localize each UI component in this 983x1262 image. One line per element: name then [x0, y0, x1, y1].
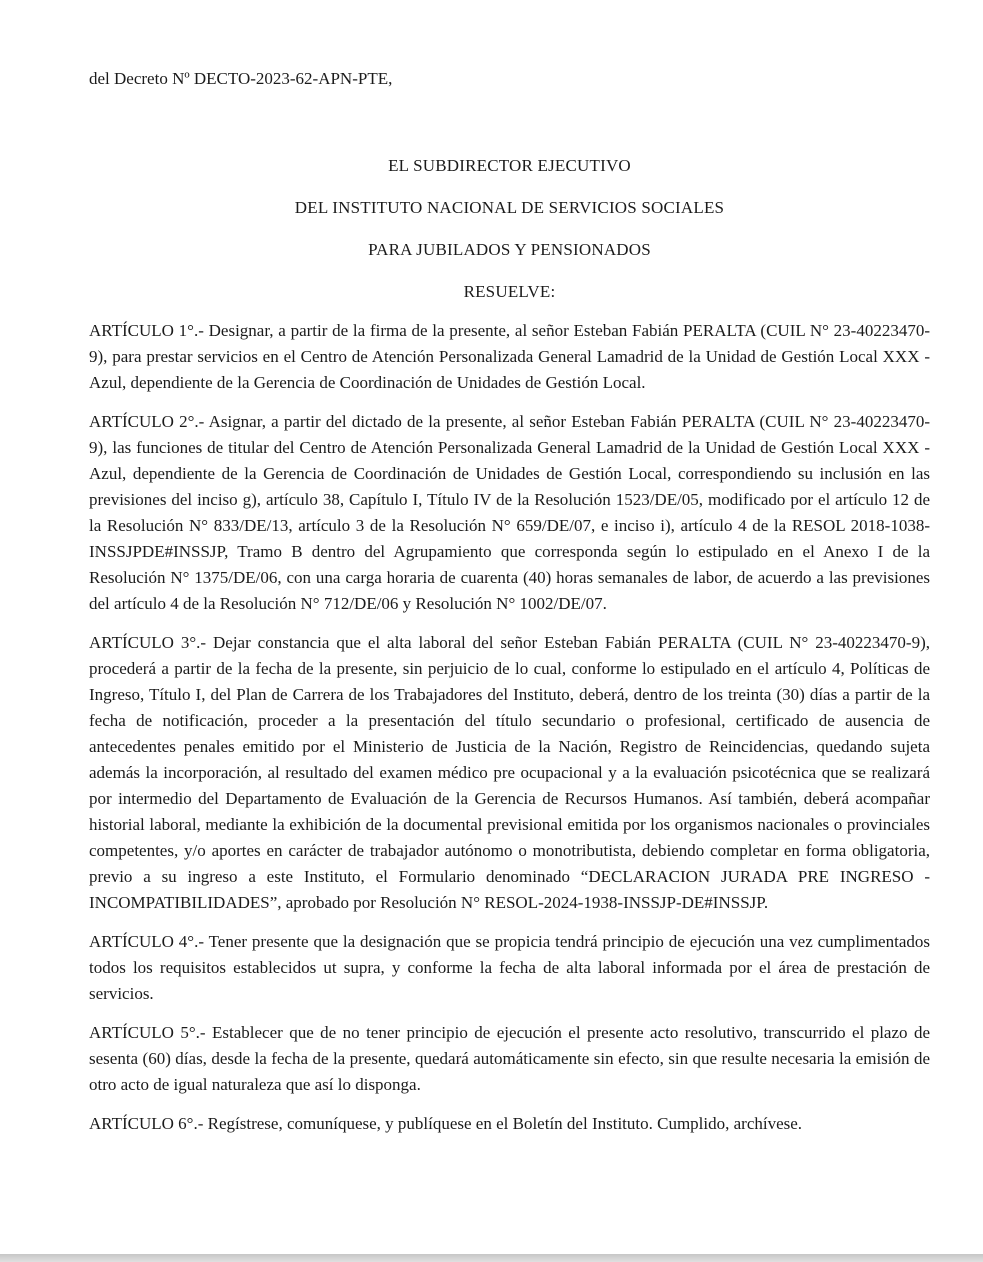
- article-4-label: ARTÍCULO 4°.-: [89, 932, 205, 951]
- document-page: [89, 66, 930, 1137]
- article-1: [89, 318, 930, 396]
- article-6: [89, 1111, 930, 1137]
- article-4-body: Tener presente que la designación que se propicia tendrá principio de ejecución una vez cumplimentados todos los requisitos establecidos ut supra, y conforme la fecha de alta laboral informada por el área de prestación de servicios.: [89, 932, 930, 1003]
- article-5-label: ARTÍCULO 5°.-: [89, 1023, 206, 1042]
- article-5-body: Establecer que de no tener principio de ejecución el presente acto resolutivo, transcurrido el plazo de sesenta (60) días, desde la fecha de la presente, quedará automáticamente sin efecto, sin que resulte necesaria la emisión de otro acto de igual naturaleza que así lo disponga.: [89, 1023, 930, 1094]
- article-1-label: ARTÍCULO 1°.-: [89, 321, 204, 340]
- article-2-label: ARTÍCULO 2°.-: [89, 412, 205, 431]
- article-3-body: Dejar constancia que el alta laboral del señor Esteban Fabián PERALTA (CUIL N° 23-40223470-9), procederá a partir de la fecha de la presente, sin perjuicio de lo cual, conforme lo estipulado en el artículo 4, Políticas de Ingreso, Título I, del Plan de Carrera de los Trabajadores del Instituto, deberá, dentro de los treinta (30) días a partir de la fecha de notificación, proceder a la presentación del título secundario o profesional, certificado de ausencia de antecedentes penales emitido por el Ministerio de Justicia de la Nación, Registro de Reincidencias, quedando sujeta además la incorporación, al resultado del examen médico pre ocupacional y a la evaluación psicotécnica que se realizará por intermedio del Departamento de Evaluación de la Gerencia de Recursos Humanos. Así también, deberá acompañar historial laboral, mediante la exhibición de la documental previsional emitida por los organismos nacionales o provinciales competentes, y/o aportes en carácter de trabajador autónomo o monotributista, debiendo completar en forma obligatoria, previo a su ingreso a este Instituto, el Formulario denominado “DECLARACION JURADA PRE INGRESO - INCOMPATIBILIDADES”, aprobado por Resolución N° RESOL-2024-1938-INSSJP-DE#INSSJP.: [89, 633, 930, 912]
- article-2: [89, 409, 930, 617]
- heading-subdirector-ejecutivo: EL SUBDIRECTOR EJECUTIVO: [388, 156, 631, 175]
- article-2-body: Asignar, a partir del dictado de la presente, al señor Esteban Fabián PERALTA (CUIL N° 23-40223470-9), las funciones de titular del Centro de Atención Personalizada General Lamadrid de la Unidad de Gestión Local XXX - Azul, dependiente de la Gerencia de Coordinación de Unidades de Gestión Local, correspondiendo su inclusión en las previsiones del inciso g), artículo 38, Capítulo I, Título IV de la Resolución 1523/DE/05, modificado por el artículo 12 de la Resolución N° 833/DE/13, artículo 3 de la Resolución N° 659/DE/07, e inciso i), artículo 4 de la RESOL 2018-1038-INSSJPDE#INSSJP, Tramo B dentro del Agrupamiento que corresponda según lo estipulado en el Anexo I de la Resolución N° 1375/DE/06, con una carga horaria de cuarenta (40) horas semanales de labor, de acuerdo a las previsiones del artículo 4 de la Resolución N° 712/DE/06 y Resolución N° 1002/DE/07.: [89, 412, 930, 613]
- article-6-body: Regístrese, comuníquese, y publíquese en el Boletín del Instituto. Cumplido, archívese.: [207, 1114, 803, 1133]
- article-3-label: ARTÍCULO 3°.-: [89, 633, 207, 652]
- heading-resuelve: RESUELVE:: [463, 282, 556, 301]
- heading-jubilados-pensionados: PARA JUBILADOS Y PENSIONADOS: [368, 240, 651, 259]
- article-6-label: ARTÍCULO 6°.-: [89, 1114, 204, 1133]
- article-3: [89, 630, 930, 916]
- intro-line: del Decreto Nº DECTO-2023-62-APN-PTE,: [89, 69, 393, 88]
- viewer-background-strip: [0, 1254, 983, 1262]
- heading-instituto-nacional: DEL INSTITUTO NACIONAL DE SERVICIOS SOCIALES: [294, 198, 725, 217]
- article-4: [89, 929, 930, 1007]
- article-1-body: Designar, a partir de la firma de la presente, al señor Esteban Fabián PERALTA (CUIL N° 23-40223470-9), para prestar servicios en el Centro de Atención Personalizada General Lamadrid de la Unidad de Gestión Local XXX - Azul, dependiente de la Gerencia de Coordinación de Unidades de Gestión Local.: [89, 321, 930, 392]
- article-5: [89, 1020, 930, 1098]
